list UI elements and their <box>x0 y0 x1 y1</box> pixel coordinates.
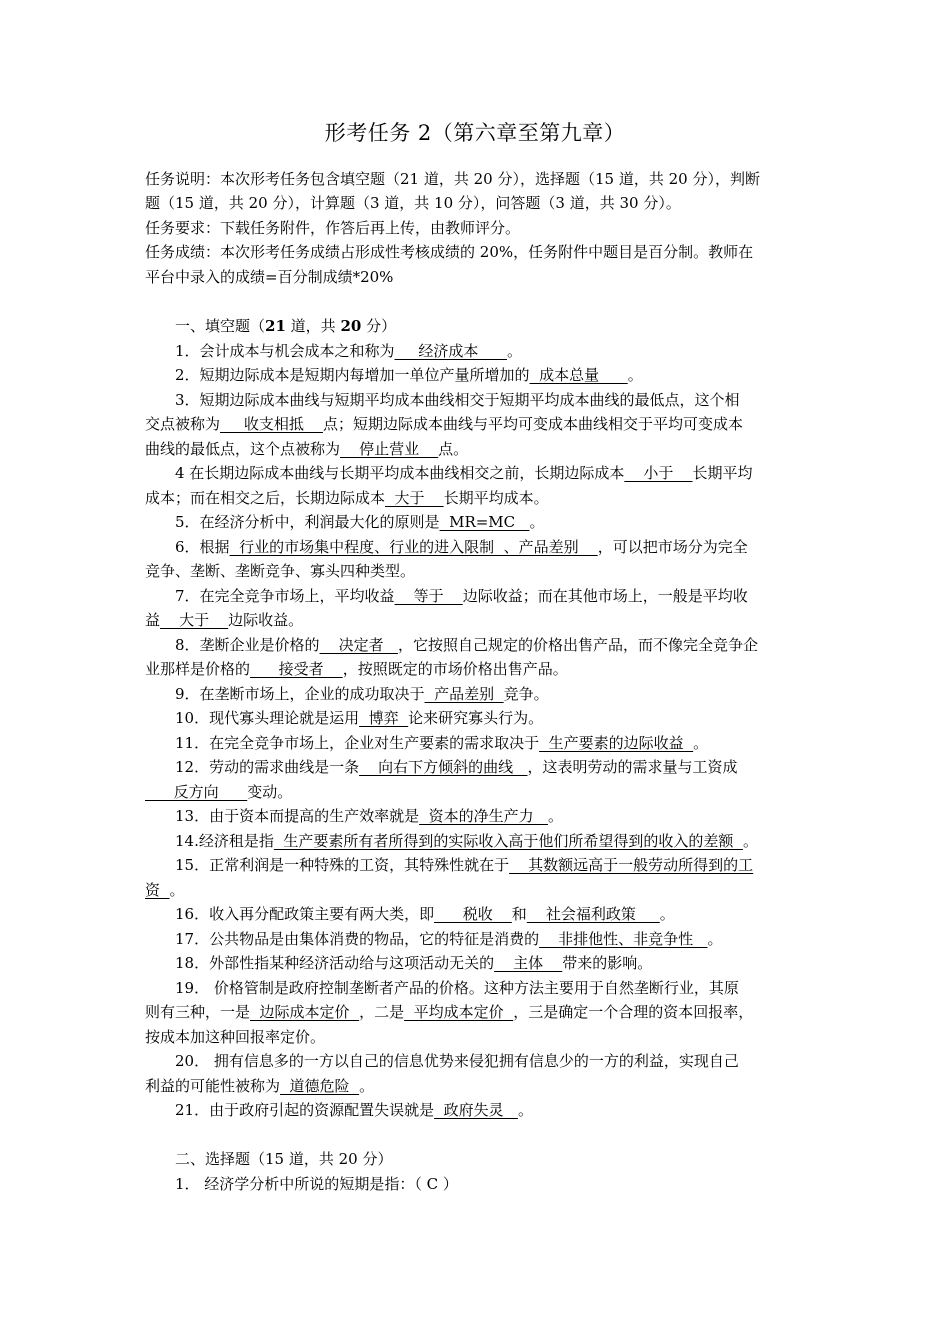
text-line <box>145 412 809 436</box>
text-run: 14.经济租是指 <box>175 832 274 850</box>
text-run: 成本；而在相交之后，长期边际成本 <box>145 489 386 507</box>
answer-blank: 大于 <box>160 611 229 629</box>
text-run: 3．短期边际成本曲线与短期平均成本曲线相交于短期平均成本曲线的最低点，这个相 <box>175 391 740 409</box>
text-run: 边际收益。 <box>228 611 304 629</box>
text-run: 。 <box>693 734 709 752</box>
text-run: 和 <box>511 905 527 923</box>
text-run: 长期平均成本。 <box>443 489 549 507</box>
text-run: 6．根据 <box>175 538 230 556</box>
text-line <box>145 804 809 828</box>
text-run: 带来的影响。 <box>562 954 653 972</box>
text-run: 。 <box>707 930 723 948</box>
text-run: 一、填空题（ <box>175 317 266 335</box>
text-line <box>145 265 809 289</box>
text-run: 11．在完全竞争市场上，企业对生产要素的需求取决于 <box>175 734 540 752</box>
text-run: ，可以把市场分为完全 <box>597 538 748 556</box>
answer-blank: MR=MC <box>439 513 530 531</box>
answer-blank: 成本总量 <box>529 366 628 384</box>
text-line <box>145 339 809 363</box>
text-run: 边际收益；而在其他市场上，一般是平均收 <box>462 587 748 605</box>
text-run: 题（15 道，共 20 分），计算题（3 道，共 10 分），问答题（3 道，共 30 分）。 <box>145 194 681 212</box>
answer-blank: 边际成本定价 <box>250 1003 360 1021</box>
text-line <box>145 314 809 338</box>
text-run: 。 <box>359 1077 375 1095</box>
text-run: 点。 <box>438 440 469 458</box>
text-run: 则有三种，一是 <box>145 1003 251 1021</box>
answer-blank: 小于 <box>624 464 693 482</box>
text-run: ，它按照自己规定的价格出售产品，而不像完全竞争企 <box>397 636 758 654</box>
text-line <box>145 584 809 608</box>
text-run: 19． 价格管制是政府控制垄断者产品的价格。这种方法主要用于自然垄断行业，其原 <box>175 979 739 997</box>
text-line <box>145 706 809 730</box>
text-line <box>145 976 809 1000</box>
text-run: 15．正常利润是一种特殊的工资，其特殊性就在于 <box>175 856 510 874</box>
text-line <box>145 240 809 264</box>
text-run: 论来研究寡头行为。 <box>408 709 544 727</box>
text-line <box>145 559 809 583</box>
text-line <box>145 633 809 657</box>
text-run: 21．由于政府引起的资源配置失误就是 <box>175 1101 435 1119</box>
text-run: 曲线的最低点，这个点被称为 <box>145 440 341 458</box>
answer-blank: 主体 <box>494 954 563 972</box>
answer-blank: 等于 <box>394 587 463 605</box>
answer-blank: 非排他性、非竞争性 <box>539 930 708 948</box>
text-line <box>145 1000 809 1024</box>
text-line <box>145 878 809 902</box>
text-line <box>145 780 809 804</box>
text-run: 。 <box>507 342 523 360</box>
answer-blank: 经济成本 <box>394 342 507 360</box>
text-run: 竞争、垄断、垄断竞争、寡头四种类型。 <box>145 562 416 580</box>
text-line <box>145 191 809 215</box>
text-run: 按成本加这种回报率定价。 <box>145 1028 326 1046</box>
text-run: 交点被称为 <box>145 415 221 433</box>
text-run: 任务成绩：本次形考任务成绩占形成性考核成绩的 20%，任务附件中题目是百分制。教师在 <box>145 243 754 261</box>
text-line <box>145 486 809 510</box>
answer-blank: 接受者 <box>250 660 343 678</box>
text-line <box>145 437 809 461</box>
text-run: 1．会计成本与机会成本之和称为 <box>175 342 395 360</box>
text-line <box>145 902 809 926</box>
text-run: 分） <box>361 317 397 335</box>
text-run: 12．劳动的需求曲线是一条 <box>175 758 360 776</box>
text-run: 5．在经济分析中，利润最大化的原则是 <box>175 513 440 531</box>
text-run: 2．短期边际成本是短期内每增加一单位产量所增加的 <box>175 366 530 384</box>
text-run: 18．外部性指某种经济活动给与这项活动无关的 <box>175 954 495 972</box>
answer-blank: 政府失灵 <box>434 1101 518 1119</box>
text-line <box>145 657 809 681</box>
answer-blank: 税收 <box>434 905 512 923</box>
answer-blank: 平均成本定价 <box>404 1003 514 1021</box>
text-line <box>145 1025 809 1049</box>
text-line <box>145 535 809 559</box>
answer-blank: 收支相抵 <box>220 415 323 433</box>
answer-blank: 生产要素的边际收益 <box>539 734 694 752</box>
text-line <box>145 216 809 240</box>
answer-blank: 产品差别 <box>424 685 504 703</box>
document-title: 形考任务 2（第六章至第九章） <box>324 121 626 145</box>
text-run: 4 在长期边际成本曲线与长期平均成本曲线相交之前，长期边际成本 <box>175 464 625 482</box>
text-run: 。 <box>547 807 563 825</box>
text-run: 益 <box>145 611 161 629</box>
text-line <box>145 755 809 779</box>
bold-text: 20 <box>340 317 362 335</box>
text-run: 平台中录入的成绩=百分制成绩*20% <box>145 268 394 286</box>
text-run: 任务要求：下载任务附件，作答后再上传，由教师评分。 <box>145 219 521 237</box>
answer-blank: 社会福利政策 <box>526 905 660 923</box>
text-run: 。 <box>529 513 545 531</box>
text-run: 10．现代寡头理论就是运用 <box>175 709 360 727</box>
text-run: 13．由于资本而提高的生产效率就是 <box>175 807 420 825</box>
text-line <box>145 853 809 877</box>
text-run: 9．在垄断市场上，企业的成功取决于 <box>175 685 425 703</box>
text-run: 业那样是价格的 <box>145 660 251 678</box>
answer-blank: 向右下方倾斜的曲线 <box>359 758 528 776</box>
text-run: 。 <box>742 832 758 850</box>
text-line <box>145 461 809 485</box>
answer-blank: 生产要素所有者所得到的实际收入高于他们所希望得到的收入的差额 <box>273 832 743 850</box>
text-line <box>145 1074 809 1098</box>
text-run: 1． 经济学分析中所说的短期是指：（ C ） <box>175 1175 458 1193</box>
text-line <box>145 682 809 706</box>
text-run: ，这表明劳动的需求量与工资成 <box>527 758 738 776</box>
text-run: 点；短期边际成本曲线与平均可变成本曲线相交于平均可变成本 <box>322 415 743 433</box>
text-run: 长期平均 <box>692 464 753 482</box>
text-run: 。 <box>627 366 643 384</box>
text-run: 利益的可能性被称为 <box>145 1077 281 1095</box>
text-line <box>145 1049 809 1073</box>
text-run: 20． 拥有信息多的一方以自己的信息优势来侵犯拥有信息少的一方的利益，实现自己 <box>175 1052 739 1070</box>
text-line <box>145 731 809 755</box>
text-run: 任务说明：本次形考任务包含填空题（21 道，共 20 分），选择题（15 道，共 20 分），判断 <box>145 170 760 188</box>
text-line <box>145 1098 809 1122</box>
text-line <box>145 363 809 387</box>
answer-blank: 道德危险 <box>280 1077 360 1095</box>
text-line <box>145 951 809 975</box>
text-run: 变动。 <box>247 783 293 801</box>
answer-blank: 反方向 <box>145 783 248 801</box>
answer-blank: 大于 <box>385 489 444 507</box>
text-run: ，三是确定一个合理的资本回报率， <box>513 1003 754 1021</box>
text-run: 。 <box>517 1101 533 1119</box>
answer-blank: 行业的市场集中程度、行业的进入限制 、产品差别 <box>229 538 598 556</box>
text-run: 道，共 <box>285 317 341 335</box>
bold-text: 21 <box>265 317 286 335</box>
answer-blank: 停止营业 <box>340 440 439 458</box>
text-run: 8．垄断企业是价格的 <box>175 636 320 654</box>
answer-blank: 其数额远高于一般劳动所得到的工 <box>509 856 754 874</box>
text-run: 竞争。 <box>503 685 549 703</box>
answer-blank: 资 <box>145 881 170 899</box>
text-run: 16．收入再分配政策主要有两大类，即 <box>175 905 435 923</box>
text-line <box>145 167 809 191</box>
text-line <box>145 388 809 412</box>
text-line <box>145 1147 809 1171</box>
text-run: 。 <box>169 881 185 899</box>
answer-blank: 博弈 <box>359 709 409 727</box>
text-run: 17．公共物品是由集体消费的物品，它的特征是消费的 <box>175 930 540 948</box>
text-line <box>145 1172 809 1196</box>
text-line <box>145 608 809 632</box>
text-line <box>145 510 809 534</box>
text-line <box>145 927 809 951</box>
text-run: ，二是 <box>359 1003 405 1021</box>
answer-blank: 资本的净生产力 <box>419 807 548 825</box>
text-run: 。 <box>659 905 675 923</box>
answer-blank: 决定者 <box>319 636 398 654</box>
text-run: 二、选择题（15 道，共 20 分） <box>175 1150 393 1168</box>
text-line <box>145 829 809 853</box>
text-run: 7．在完全竞争市场上，平均收益 <box>175 587 395 605</box>
text-run: ，按照既定的市场价格出售产品。 <box>342 660 568 678</box>
